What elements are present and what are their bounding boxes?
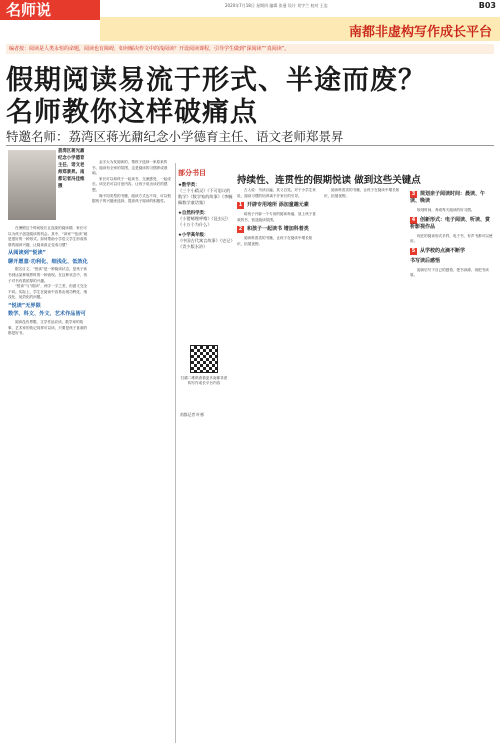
right-column-a — [237, 188, 319, 248]
heading-text: 创新形式：电子阅读、听读、赏析影视作品 — [410, 216, 491, 230]
book-group-heading: ★数学类： — [178, 183, 200, 188]
heading-text: 从学校的点滴不断学 — [420, 247, 466, 254]
divider — [6, 145, 494, 146]
heading-text: 开辟专用地所 添加童趣元素 — [247, 202, 309, 209]
right-column-b — [324, 188, 406, 199]
issue-info: 2020年7月18日 星期四 编辑 张曼 设计 刘宇兰 校对 王忠 — [225, 3, 328, 8]
sidebar-title: 部分书目 — [178, 169, 206, 177]
numbered-heading: 4 创新形式：电子阅读、听读、赏析影视作品 — [410, 216, 491, 230]
section-logo: 名师说 — [0, 0, 100, 20]
section-subheading: 数学、科文、外文、艺术作品皆可 — [8, 311, 86, 318]
numbered-subheading: 书写读后感悟 — [410, 257, 441, 264]
numbered-heading: 1 开辟专用地所 添加童趣元素 — [238, 202, 309, 209]
article-column-2 — [92, 160, 172, 205]
reporter-credit: 南都记者 叶彬 — [180, 412, 204, 417]
book-group-items: 《三个小精灵》《不可思议的数学》《数学家的故事》《李毓佩数学童话集》 — [178, 188, 233, 205]
heading-text: 和孩子一起读书 增加科普类 — [247, 226, 309, 233]
book-group-heading: ★小学高年级： — [178, 233, 209, 238]
paragraph: 阅读科普类的书籍，让孩子在阅读中增长知识，拓展视野。 — [237, 236, 313, 246]
book-list-sidebar — [178, 168, 233, 448]
paragraph: “悦读”与“阅读”，两字一字之差，但意义完全不同。实际上，学生在阅读中容易出现功利化、细浅化、低效化的问题。 — [8, 284, 88, 300]
section-heading: “悦读”无界限 — [8, 302, 41, 309]
page-header — [0, 0, 500, 40]
paragraph: 在暑假这个时间较长且连续的阅读期，家长可以为孩子创造阅读的机会。其中，“读家”“伍读”就是很好的一种形式。如何帮助小学语文学生形成浓厚的阅读兴趣，让阅读真正变成习惯？ — [8, 226, 88, 247]
book-group-items: 《中国古代寓言故事》《史记》《青少版水浒》 — [178, 238, 233, 249]
paragraph: 家长可以和孩子一起读书，交流感受，一起成长。读完后可以讨论内容，让孩子说出读后的感想。 — [92, 176, 171, 192]
book-group-heading: ★自然科学类： — [178, 211, 209, 216]
photo-caption: 荔湾区蒋光鼐纪念小学德育主任、语文老师郑景昇。南都记者冯佳维 摄 — [58, 149, 85, 189]
paragraph: 给孩子开辟一个专用的阅读角落，放上孩子喜欢的书，营造阅读氛围。 — [237, 212, 316, 222]
banner-title: 南都非虚构写作成长平台 — [348, 25, 492, 40]
headline-line-2: 名师教你这样破痛点 — [6, 97, 258, 128]
book-group-items: 《小猪唏哩呼噜》《昆虫记》《十万个为什么》 — [178, 216, 231, 227]
qr-caption: 扫描二维码查看更多南都非虚构写作成长平台内容 — [180, 376, 228, 386]
paragraph: 古人说：书读百遍，其义自见。对于小学生来说，阅读习惯的培养离不开家长的引导。 — [237, 188, 316, 198]
paragraph: 像不同类型的书籍，阅读方式也不同，可以根据孩子的兴趣来选择，提高孩子阅读的积极性。 — [92, 193, 171, 204]
banner — [100, 17, 500, 41]
numbered-heading: 5 从学校的点滴不断学 — [411, 247, 466, 254]
headline-line-1: 假期阅读易流于形式、半途而废？ — [6, 65, 426, 96]
paragraph: 阅读科普类的书籍，让孩子在阅读中增长知识，拓展视野。 — [324, 188, 400, 198]
teacher-photo — [8, 150, 56, 220]
paragraph: 阅读后写下自己的感悟，把书读薄，再把书读厚。 — [410, 267, 489, 278]
right-column-c — [410, 188, 494, 279]
page-number: B03 — [478, 1, 496, 10]
subheadline: 特邀名师：荔湾区蒋光鼐纪念小学德育主任、语文老师郑景昇 — [6, 129, 344, 144]
paragraph: 金字大为发阅读的，帮孩子选择一家原来的书，阅读有全家的氛围，这是阅读的习惯养成基础。 — [92, 160, 168, 176]
paragraph: 现在的阅读形式多样，电子书、有声书都可以使用。 — [410, 233, 493, 244]
section-subheading: 聊开愿意·功利化、细浅化、低效化 — [8, 258, 88, 265]
paragraph: 规划时间，养成每天阅读的好习惯。 — [417, 208, 475, 212]
section-title: 持续性、连贯性的假期悦读 做到这些关键点 — [237, 175, 421, 186]
paragraph: 据名目文，“悦读”是一种阅读状态，是孩子读书到达某种境界时的一种表现。在这种状态中，孩子对书有着浓厚的兴趣。 — [8, 267, 88, 283]
numbered-heading: 2 和孩子一起读书 增加科普类 — [238, 226, 309, 233]
qr-code[interactable] — [190, 345, 218, 373]
section-heading: 从阅读到“悦读” — [8, 250, 46, 257]
numbered-heading: 3 规划亲子阅读时间：晨读、午读、晚读 — [410, 191, 486, 204]
article-column-1 — [8, 226, 88, 337]
column-divider — [175, 163, 176, 743]
paragraph: 阅读没有界限，文学作品应读，数学家的故事、艺术家的传记同样可以读，只要是孩子喜欢的都是好书。 — [8, 319, 88, 336]
editor-note: 编者按：阅读是人类永恒的命题，阅读也有障碍，如何解决作文中的浅阅读？开设阅读课程，引导学生做到“深阅读”“真阅读”。 — [6, 44, 494, 54]
heading-text: 规划亲子阅读时间：晨读、午读、晚读 — [410, 191, 486, 204]
